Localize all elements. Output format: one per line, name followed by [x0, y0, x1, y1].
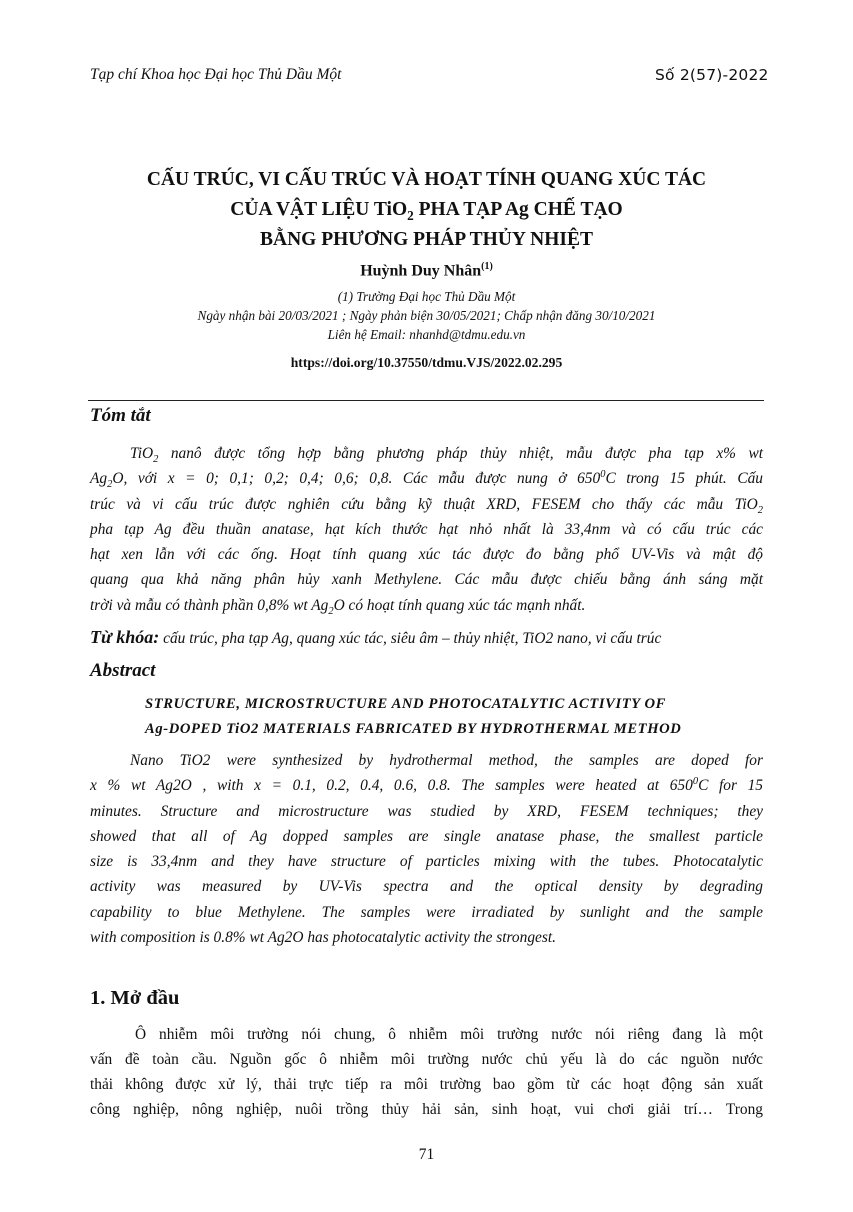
keywords-label: Từ khóa: [90, 627, 160, 647]
keywords: Từ khóa: cấu trúc, pha tạp Ag, quang xúc tác, siêu âm – thủy nhiệt, TiO2 nano, vi cấu trúc [90, 627, 662, 647]
issue-number: Số 2(57)-2022 [655, 66, 769, 84]
intro-line: thải không được xử lý, thải trực tiếp ra môi trường bao gồm từ các hoạt động sản xuất [90, 1076, 763, 1093]
author-name: Huỳnh Duy Nhân$^{(1)}$ [360, 261, 493, 280]
article-dates: Ngày nhận bài 20/03/2021 ; Ngày phản biện 30/05/2021; Chấp nhận đăng 30/10/2021 [197, 308, 656, 323]
divider-rule [88, 400, 764, 401]
section-heading-intro: 1. Mở đầu [90, 987, 180, 1009]
intro-line: vấn đề toàn cầu. Nguồn gốc ô nhiễm môi trường nước chủ yếu là do các nguồn nước [90, 1051, 763, 1068]
summary-line: hạt xen lẫn với các ống. Hoạt tính quang xúc tác được đo bằng phổ UV-Vis và mật độ [90, 546, 763, 564]
summary-paragraph [90, 441, 763, 618]
doi-link[interactable]: https://doi.org/10.37550/tdmu.VJS/2022.02.295 [290, 355, 563, 370]
abstract-line: size is 33,4nm and they have structure of particles mixing with the tubes. Photocatalytic [90, 853, 763, 871]
summary-heading: Tóm tắt [90, 405, 151, 426]
paper-title-line-1: CẤU TRÚC, VI CẤU TRÚC VÀ HOẠT TÍNH QUANG XÚC TÁC [146, 169, 707, 190]
abstract-line: with composition is 0.8% wt Ag2O has photocatalytic activity the strongest. [90, 929, 556, 947]
abstract-line: x % wt Ag2O , with x = 0.1, 0.2, 0.4, 0.6, 0.8. The samples were heated at $650^0C$ for 15 [90, 776, 763, 795]
abstract-line: minutes. Structure and microstructure was studied by XRD, FESEM techniques; they [90, 802, 763, 820]
english-title [145, 692, 763, 742]
journal-name: Tạp chí Khoa học Đại học Thủ Dầu Một [90, 66, 342, 83]
abstract-heading: Abstract [90, 660, 156, 681]
summary-line: pha tạp Ag đều thuần anatase, hạt kích thước hạt nhỏ nhất là 33,4nm và có cấu trúc các [90, 520, 763, 538]
intro-paragraph [90, 1022, 763, 1122]
abstract-paragraph [90, 748, 763, 950]
abstract-line: Nano TiO2 were synthesized by hydrothermal method, the samples are doped for [130, 752, 763, 769]
paper-title-line-3: BẰNG PHƯƠNG PHÁP THỦY NHIỆT [260, 229, 593, 250]
page-number: 71 [418, 1146, 435, 1163]
summary-line: quang qua khả năng phân hủy xanh Methylene. Các mẫu được chiếu bằng ánh sáng mặt [90, 571, 763, 589]
summary-line: trời và mẫu có thành phần 0,8% wt $Ag_2O$ có hoạt tính quang xúc tác mạnh nhất. [90, 596, 586, 617]
summary-line: $Ag_2O$, với x = 0; 0,1; 0,2; 0,4; 0,6; 0,8. Các mẫu được nung ở $650^0C$ trong 15 phút. Cấu [90, 469, 763, 491]
summary-line: TiO$_2$ nanô được tổng hợp bằng phương pháp thủy nhiệt, mẫu được pha tạp x% wt [130, 445, 763, 466]
english-title-line-2: Ag-DOPED TiO2 MATERIALS FABRICATED BY HYDROTHERMAL METHOD [145, 721, 682, 737]
intro-line: công nghiệp, nông nghiệp, nuôi trồng thủy hải sản, sinh hoạt, vui chơi giải trí… Trong [90, 1101, 763, 1118]
abstract-line: activity was measured by UV-Vis spectra and the optical density by degrading [90, 878, 763, 896]
abstract-line: showed that all of Ag dopped samples are single anatase phase, the smallest particle [90, 827, 763, 845]
intro-line: Ô nhiễm môi trường nói chung, ô nhiễm môi trường nước nói riêng đang là một [135, 1026, 763, 1043]
contact-email: Liên hệ Email: nhanhd@tdmu.edu.vn [327, 327, 526, 342]
summary-line: trúc và vi cấu trúc được nghiên cứu bằng kỹ thuật XRD, FESEM cho thấy các mẫu TiO$_2$ [90, 495, 763, 516]
english-title-line-1: STRUCTURE, MICROSTRUCTURE AND PHOTOCATALYTIC ACTIVITY OF [145, 696, 666, 712]
affiliation: (1) Trường Đại học Thủ Dầu Một [337, 289, 516, 304]
paper-title-line-2: CỦA VẬT LIỆU TiO$_2$ PHA TẠP Ag CHẾ TẠO [230, 199, 623, 223]
abstract-line: capability to blue Methylene. The samples were irradiated by sunlight and the sample [90, 903, 763, 921]
